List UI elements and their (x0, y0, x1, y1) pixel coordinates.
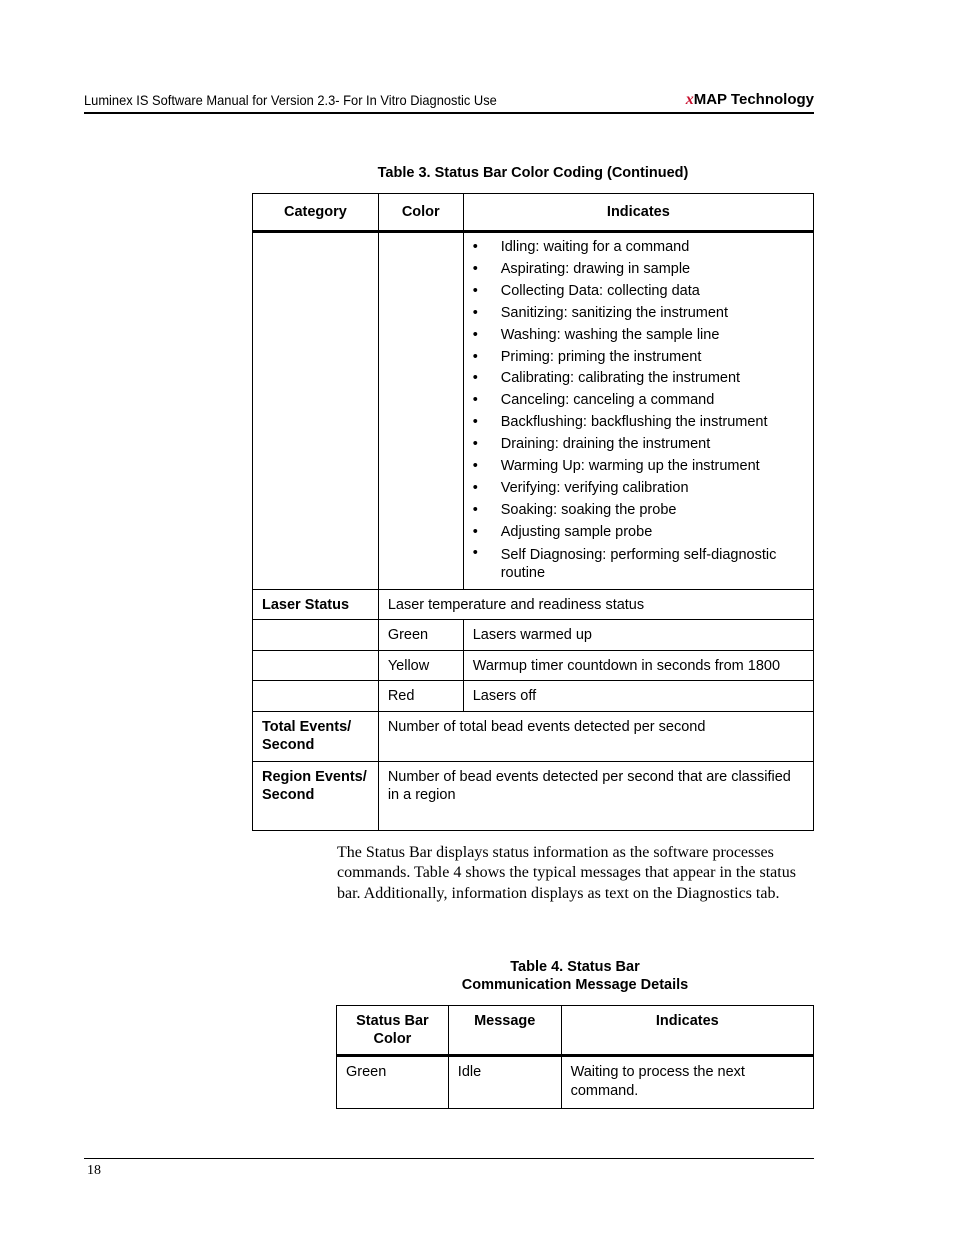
status-list-item (473, 434, 804, 456)
bullet-icon: • (472, 370, 478, 387)
status-list-item-text: Soaking: soaking the probe (500, 501, 677, 518)
category-laser-status: Laser Status (253, 589, 379, 620)
bullet-icon: • (472, 458, 478, 475)
status-list-item-text: Canceling: canceling a command (500, 392, 715, 409)
status-list-item (473, 281, 804, 303)
table4-caption (337, 958, 813, 994)
category-total-events: Total Events/ Second (253, 711, 379, 761)
color-cell: Red (378, 681, 463, 712)
status-list (473, 237, 804, 583)
status-list-item (473, 412, 804, 434)
table3-empty-cell (253, 681, 379, 712)
status-list-item (473, 500, 804, 522)
table3-row-laser-green (253, 620, 814, 651)
status-list-item-text: Idling: waiting for a command (500, 239, 690, 255)
status-list-item (473, 259, 804, 281)
bullet-icon: • (472, 239, 478, 255)
bullet-icon: • (472, 326, 478, 343)
status-list-item (473, 303, 804, 325)
status-list-item (473, 390, 804, 412)
status-bar-color-coding-table (252, 193, 814, 831)
status-list-item (473, 544, 804, 583)
indicates-cell: Lasers off (463, 681, 813, 712)
table4-header-indicates: Indicates (561, 1006, 813, 1056)
table3-status-list-row (253, 232, 814, 590)
color-cell: Yellow (378, 650, 463, 681)
status-list-item-text: Self Diagnosing: performing self-diagnostic routine (500, 546, 777, 582)
bullet-icon: • (472, 501, 478, 518)
status-list-cell (463, 232, 813, 590)
table3-empty-cell (378, 232, 463, 590)
table3-header-category: Category (253, 194, 379, 232)
bullet-icon: • (472, 392, 478, 409)
status-list-item-text: Sanitizing: sanitizing the instrument (500, 304, 729, 321)
total-events-description: Number of total bead events detected per second (378, 711, 813, 761)
table4-indicates-cell: Waiting to process the next command. (561, 1056, 813, 1109)
table3-row-laser-yellow (253, 650, 814, 681)
status-list-item-text: Calibrating: calibrating the instrument (500, 370, 741, 387)
status-list-item (473, 478, 804, 500)
table3-empty-cell (253, 232, 379, 590)
running-header-title: Luminex IS Software Manual for Version 2.3- For In Vitro Diagnostic Use (84, 92, 497, 108)
table4-message-cell: Idle (448, 1056, 561, 1109)
region-events-description: Number of bead events detected per second that are classified in a region (378, 761, 813, 830)
brand-logo-text (686, 91, 814, 109)
indicates-cell: Lasers warmed up (463, 620, 813, 651)
status-list-item-text: Washing: washing the sample line (500, 326, 720, 343)
table4-color-cell: Green (337, 1056, 449, 1109)
status-list-item (473, 522, 804, 544)
status-bar-message-table (336, 1005, 814, 1109)
status-list-item-text: Collecting Data: collecting data (500, 282, 700, 299)
footer-rule (84, 1158, 814, 1159)
indicates-cell: Warmup timer countdown in seconds from 1800 (463, 650, 813, 681)
table3-empty-cell (253, 650, 379, 681)
table4-row (337, 1056, 814, 1109)
status-list-item-text: Draining: draining the instrument (500, 436, 711, 453)
bullet-icon: • (472, 414, 478, 431)
table4-header-message: Message (448, 1006, 561, 1056)
status-list-item (473, 456, 804, 478)
color-cell: Green (378, 620, 463, 651)
bullet-icon: • (472, 348, 478, 365)
status-list-item (473, 237, 804, 259)
status-list-item-text: Verifying: verifying calibration (500, 479, 689, 496)
status-list-item-text: Warming Up: warming up the instrument (500, 458, 760, 475)
page-number: 18 (87, 1163, 101, 1178)
table3-row-region-events (253, 761, 814, 830)
bullet-icon: • (472, 479, 478, 496)
table4-header-status-bar-color: Status Bar Color (337, 1006, 449, 1056)
table3-row-total-events (253, 711, 814, 761)
brand-name: MAP Technology (693, 91, 814, 108)
bullet-icon: • (472, 260, 478, 277)
table3-caption: Table 3. Status Bar Color Coding (Continued) (377, 165, 689, 181)
brand-x: x (685, 91, 694, 108)
table3-row-laser-red (253, 681, 814, 712)
status-list-item-text: Aspirating: drawing in sample (500, 260, 691, 277)
table3-header-color: Color (378, 194, 463, 232)
status-list-item (473, 368, 804, 390)
category-region-events: Region Events/ Second (253, 761, 379, 830)
table3-header-indicates: Indicates (463, 194, 813, 232)
laser-status-description: Laser temperature and readiness status (378, 589, 813, 620)
bullet-icon: • (472, 282, 478, 299)
bullet-icon: • (472, 304, 478, 321)
bullet-icon: • (472, 544, 478, 561)
header-rule (84, 112, 814, 114)
status-list-item-text: Priming: priming the instrument (500, 348, 702, 365)
status-list-item (473, 347, 804, 369)
table3-header-row (253, 194, 814, 232)
table3-row-laser-status (253, 589, 814, 620)
table4-caption-line2: Communication Message Details (461, 977, 689, 993)
bullet-icon: • (472, 436, 478, 453)
table4-caption-line1: Table 4. Status Bar (510, 959, 640, 975)
body-paragraph: The Status Bar displays status information as the software processes commands. Table 4 shows the typical messages that appear in the status bar. Additionally, information displays as text on the Diagnostics tab. (337, 844, 796, 902)
status-list-item-text: Backflushing: backflushing the instrument (500, 414, 768, 431)
status-list-item-text: Adjusting sample probe (500, 523, 653, 540)
status-list-item (473, 325, 804, 347)
table3-empty-cell (253, 620, 379, 651)
bullet-icon: • (472, 523, 478, 540)
table4-header-row (337, 1006, 814, 1056)
